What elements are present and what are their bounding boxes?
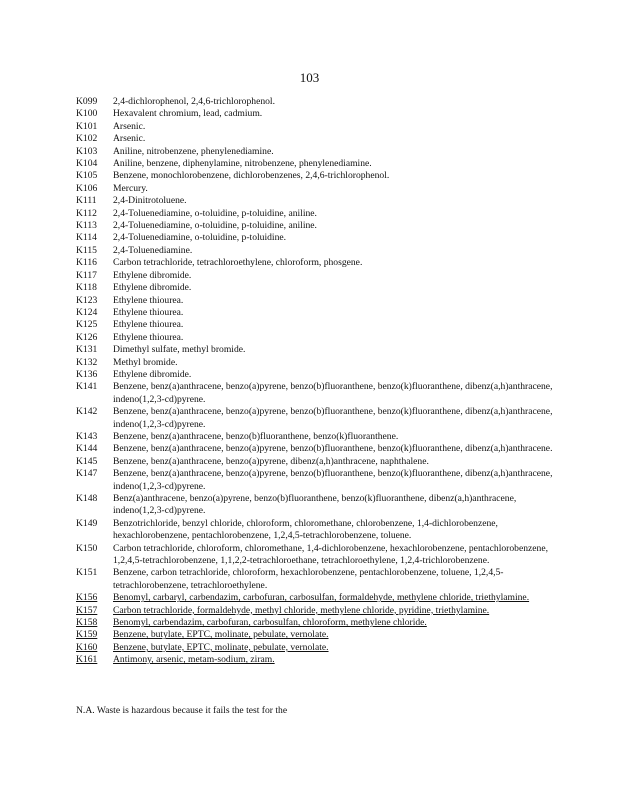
constituent-list: 2,4-Dinitrotoluene. [113,195,187,207]
table-row [76,605,566,617]
constituent-list: Ethylene dibromide. [113,269,192,281]
constituent-list: Benzene, butylate, EPTC, molinate, pebulate, vernolate. [113,629,329,641]
constituent-list: Benzene, benz(a)anthracene, benzo(a)pyrene, benzo(b)fluoranthene, benzo(k)fluoranthene, dibenz(a,h)anthracene. [113,443,553,455]
constituent-list: Antimony, arsenic, metam-sodium, ziram. [113,654,275,666]
constituent-list: Mercury. [113,182,148,194]
waste-code: K102 [76,133,98,145]
constituent-list: Ethylene thiourea. [113,294,184,306]
table-row [76,208,566,220]
table-row [76,170,566,182]
waste-code: K131 [76,344,98,356]
waste-code: K156 [76,592,98,604]
waste-code: K100 [76,108,98,120]
constituent-list: Dimethyl sulfate, methyl bromide. [113,344,246,356]
table-row [76,344,566,356]
waste-code: K144 [76,443,98,455]
table-row [76,158,566,170]
waste-code: K159 [76,629,98,641]
page-number: 103 [299,70,320,85]
constituent-list: Hexavalent chromium, lead, cadmium. [113,108,263,120]
waste-code: K124 [76,306,98,318]
waste-code: K142 [76,406,98,418]
constituent-list: Benzene, benz(a)anthracene, benzo(a)pyrene, dibenz(a,h)anthracene, naphthalene. [113,455,429,467]
waste-code: K141 [76,381,98,393]
constituent-list: Carbon tetrachloride, tetrachloroethylene, chloroform, phosgene. [113,257,363,269]
table-row [76,319,566,331]
constituent-list: Aniline, benzene, diphenylamine, nitrobenzene, phenylenediamine. [113,158,372,170]
constituent-list: Benz(a)anthracene, benzo(a)pyrene, benzo(b)fluoranthene, benzo(k)fluoranthene, dibenz(a,h)anthracene, indeno(1,2,3-cd)pyrene. [113,493,517,517]
waste-code: K136 [76,368,98,380]
waste-code: K157 [76,604,98,616]
table-row [76,195,566,207]
table-row [76,518,566,543]
table-row [76,332,566,344]
waste-code: K145 [76,455,98,467]
constituent-list: 2,4-Toluenediamine, o-toluidine, p-toluidine. [113,232,287,244]
waste-code: K118 [76,282,97,294]
waste-code: K101 [76,120,98,132]
waste-code-table [76,96,566,667]
table-row [76,629,566,641]
table-row [76,468,566,493]
table-row [76,567,566,592]
table-row [76,381,566,406]
waste-code: K117 [76,269,97,281]
table-row [76,282,566,294]
waste-code: K116 [76,257,97,269]
constituent-list: Ethylene thiourea. [113,331,184,343]
waste-code: K106 [76,182,98,194]
waste-code: K126 [76,331,98,343]
waste-code: K099 [76,96,98,107]
table-row [76,443,566,455]
table-row [76,232,566,244]
constituent-list: 2,4-Toluenediamine, o-toluidine, p-toluidine, aniline. [113,207,317,219]
waste-code: K143 [76,430,98,442]
constituent-list: Benzotrichloride, benzyl chloride, chloroform, chloromethane, chlorobenzene, 1,4-dichlorobenzene, hexachlorobenzene, pentachlorobenzene, 1,2,4,5-tetrachlorobenzene, toluene. [113,517,498,542]
table-row [76,369,566,381]
constituent-list: Benzene, benz(a)anthracene, benzo(a)pyrene, benzo(b)fluoranthene, benzo(k)fluoranthene, dibenz(a,h)anthracene, indeno(1,2,3-cd)pyrene. [113,406,553,430]
constituent-list: Methyl bromide. [113,356,178,368]
table-row [76,654,566,666]
constituent-list: 2,4-Toluenediamine. [113,244,193,256]
constituent-list: Arsenic. [113,133,146,145]
table-row [76,295,566,307]
waste-code: K112 [76,207,97,219]
table-row [76,146,566,158]
constituent-list: Benomyl, carbendazim, carbofuran, carbosulfan, chloroform, methylene chloride. [113,617,427,629]
table-row [76,183,566,195]
waste-code: K115 [76,244,97,256]
constituent-list: Benzene, carbon tetrachloride, chloroform, hexachlorobenzene, pentachlorobenzene, toluene, 1,2,4,5-tetrachlorobenzene, tetrachloroethylene. [113,567,504,591]
table-row [76,121,566,133]
constituent-list: Arsenic. [113,120,146,132]
waste-code: K111 [76,195,97,207]
table-row [76,431,566,443]
table-row [76,406,566,431]
waste-code: K125 [76,319,98,331]
table-row [76,456,566,468]
table-row [76,245,566,257]
constituent-list: 2,4-dichlorophenol, 2,4,6-trichlorophenol. [113,96,275,107]
constituent-list: Aniline, nitrobenzene, phenylenediamine. [113,145,274,157]
waste-code: K161 [76,654,98,666]
constituent-list: Benomyl, carbaryl, carbendazim, carbofuran, carbosulfan, formaldehyde, methylene chloride, triethylamine. [113,592,530,604]
table-row [76,108,566,120]
table-row [76,493,566,518]
footnote: N.A. Waste is hazardous because it fails the test for the [76,705,288,716]
table-row [76,642,566,654]
waste-code: K147 [76,468,98,480]
table-row [76,617,566,629]
table-row [76,96,566,108]
waste-code: K132 [76,356,98,368]
waste-code: K150 [76,542,98,554]
constituent-list: 2,4-Toluenediamine, o-toluidine, p-toluidine, aniline. [113,220,317,232]
waste-code: K103 [76,145,98,157]
table-row [76,270,566,282]
waste-code: K104 [76,158,98,170]
constituent-list: Ethylene thiourea. [113,319,184,331]
waste-code: K105 [76,170,98,182]
constituent-list: Ethylene dibromide. [113,282,192,294]
constituent-list: Benzene, monochlorobenzene, dichlorobenzenes, 2,4,6-trichlorophenol. [113,170,390,182]
constituent-list: Benzene, benz(a)anthracene, benzo(b)fluoranthene, benzo(k)fluoranthene. [113,430,399,442]
table-row [76,592,566,604]
waste-code: K148 [76,493,98,504]
table-row [76,543,566,568]
table-row [76,307,566,319]
constituent-list: Benzene, butylate, EPTC, molinate, pebulate, vernolate. [113,641,329,653]
waste-code: K123 [76,294,98,306]
constituent-list: Benzene, benz(a)anthracene, benzo(a)pyrene, benzo(b)fluoranthene, benzo(k)fluoranthene, dibenz(a,h)anthracene, indeno(1,2,3-cd)pyrene. [113,468,553,492]
constituent-list: Carbon tetrachloride, formaldehyde, methyl chloride, methylene chloride, pyridine, triethylamine. [113,604,490,616]
waste-code: K151 [76,567,98,579]
table-row [76,220,566,232]
waste-code: K149 [76,517,98,529]
constituent-list: Benzene, benz(a)anthracene, benzo(a)pyrene, benzo(b)fluoranthene, benzo(k)fluoranthene, dibenz(a,h)anthracene, indeno(1,2,3-cd)pyrene. [113,381,553,405]
constituent-list: Ethylene thiourea. [113,306,184,318]
table-row [76,133,566,145]
waste-code: K113 [76,220,97,232]
constituent-list: Ethylene dibromide. [113,368,192,380]
waste-code: K158 [76,617,98,629]
waste-code: K160 [76,641,98,653]
table-row [76,257,566,269]
table-row [76,357,566,369]
waste-code: K114 [76,232,97,244]
constituent-list: Carbon tetrachloride, chloroform, chloromethane, 1,4-dichlorobenzene, hexachlorobenzene, pentachlorobenzene, 1,2,4,5-tetrachlorobenzene, 1,1,2,2-tetrachloroethane, tetrachloroethylene, 1,2,4-trichlorobenzene. [113,542,548,567]
